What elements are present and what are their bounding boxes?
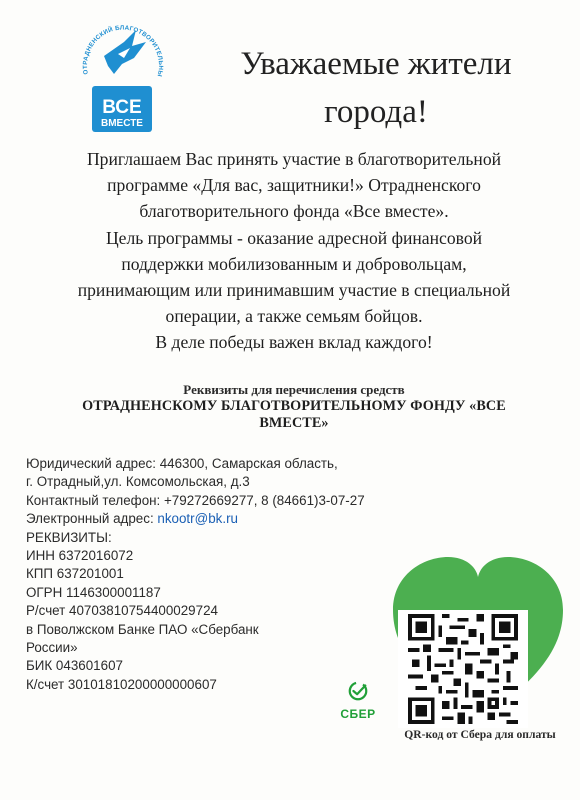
page-title-line2: города! — [324, 94, 428, 130]
logo-text-vmeste: ВМЕСТЕ — [101, 118, 143, 129]
page-title — [196, 40, 556, 136]
phone-line: Контактный телефон: +79272669277, 8 (84661)3-07-27 — [26, 492, 365, 508]
bank-line: в Поволжском Банке ПАО «Сбербанк России» — [26, 621, 259, 656]
intro-line: операции, а также семьям бойцов. — [165, 306, 423, 327]
logo-ring-text: ОТРАДНЕНСКИЙ БЛАГОТВОРИТЕЛЬНЫ — [81, 24, 165, 78]
sber-icon — [347, 680, 369, 702]
intro-line: благотворительного фонда «Все вместе». — [139, 201, 449, 222]
account-line: Р/счет 40703810754400029724 — [26, 603, 218, 619]
sber-logo — [330, 680, 386, 721]
kpp-line: КПП 637201001 — [26, 566, 124, 582]
fund-logo — [74, 12, 172, 142]
inn-line: ИНН 6372016072 — [26, 548, 134, 564]
requisites-header — [20, 381, 568, 432]
intro-line: В деле победы важен вклад каждого! — [155, 332, 433, 353]
address-line2: г. Отрадный,ул. Комсомольская, д.3 — [26, 474, 250, 490]
sber-label: СБЕР — [340, 707, 376, 721]
qr-caption: QR-код от Сбера для оплаты — [404, 728, 556, 741]
ogrn-line: ОГРН 1146300001187 — [26, 584, 161, 600]
intro-text — [20, 146, 568, 356]
logo-text-vse: ВСЕ — [102, 97, 142, 118]
fund-logo-icon — [74, 12, 172, 142]
qr-code[interactable] — [398, 610, 528, 728]
corr-account-line: К/счет 30101810200000000607 — [26, 676, 217, 692]
email-line — [26, 510, 426, 528]
intro-line: Цель программы - оказание адресной финансовой — [105, 227, 483, 248]
intro-line: программе «Для вас, защитники!» Отрадненского — [107, 175, 481, 196]
qr-code-icon — [402, 614, 524, 724]
email-link[interactable]: nkootr@bk.ru — [157, 511, 238, 527]
fund-name-line1: ОТРАДНЕНСКОМУ БЛАГОТВОРИТЕЛЬНОМУ ФОНДУ «ВСЕ — [82, 398, 506, 414]
intro-line: Приглашаем Вас принять участие в благотворительной — [86, 149, 502, 169]
email-label: Электронный адрес: — [26, 511, 158, 527]
address-line1: Юридический адрес: 446300, Самарская область, — [26, 456, 338, 471]
bik-line: БИК 043601607 — [26, 658, 123, 674]
requisites-details — [26, 455, 426, 694]
requisites-subtitle: Реквизиты для перечисления средств — [183, 382, 405, 397]
requisites-title: РЕКВИЗИТЫ: — [26, 529, 112, 545]
page-title-line1: Уважаемые жители — [240, 46, 512, 82]
fund-name-line2: ВМЕСТЕ» — [259, 415, 329, 431]
intro-line: поддержки мобилизованным и добровольцам, — [121, 253, 467, 274]
intro-line: принимающим или принимавшим участие в специальной — [77, 280, 511, 301]
